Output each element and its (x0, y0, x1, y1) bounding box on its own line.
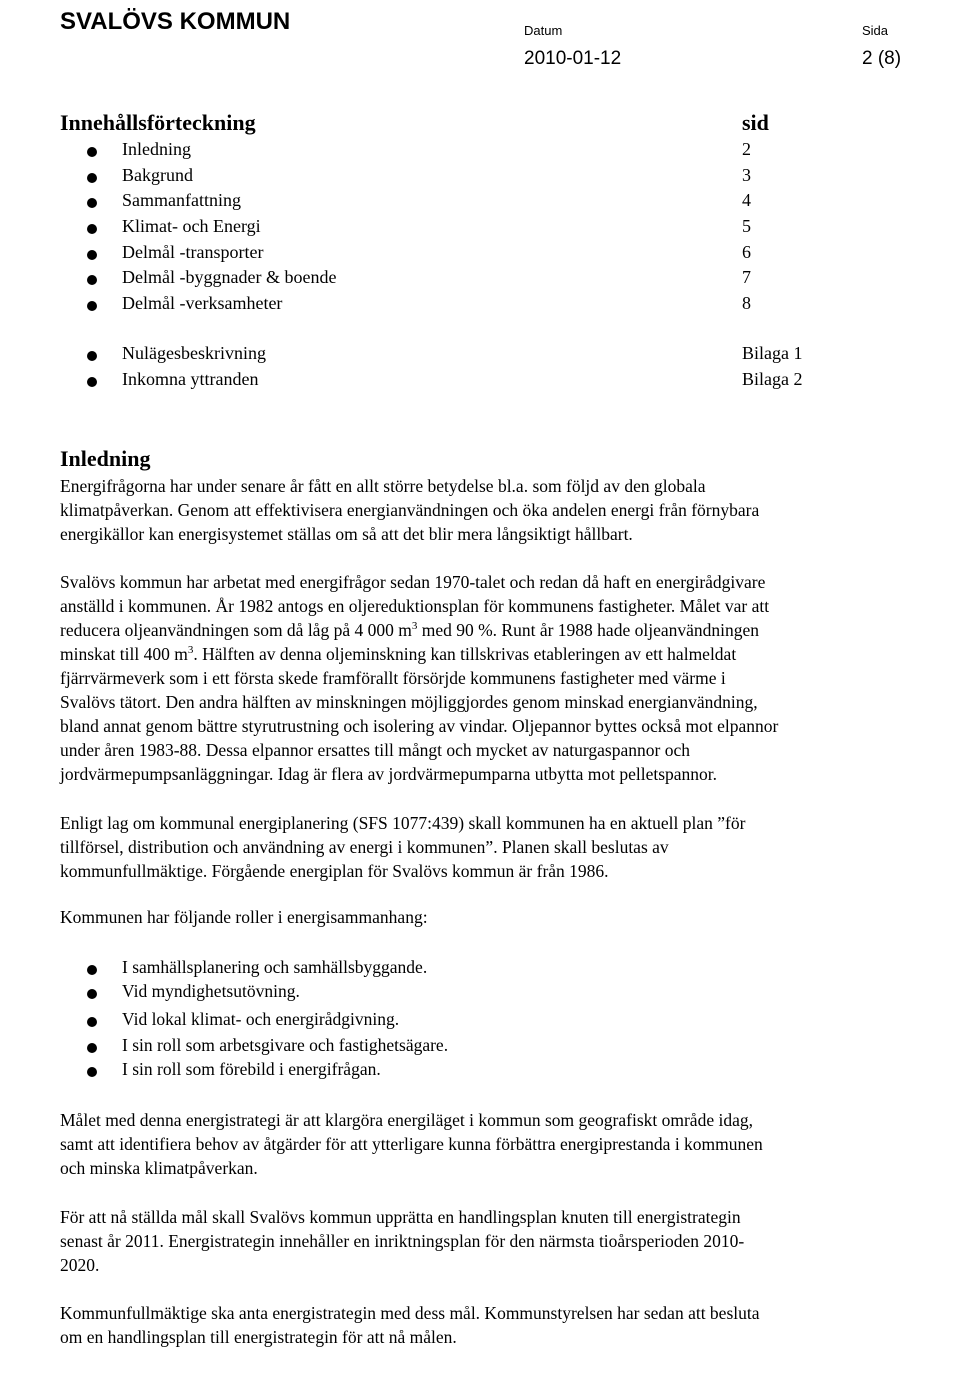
text-segment: . Hälften av denna oljeminskning kan tillskrivas etableringen av ett halmeldat (193, 644, 737, 664)
toc-item-page: 7 (742, 267, 751, 287)
toc-item-page: 8 (742, 293, 751, 313)
text-line (60, 642, 906, 666)
list-item-text: Vid lokal klimat- och energirådgivning. (122, 1009, 400, 1029)
list-item (0, 957, 960, 981)
superscript: 3 (411, 620, 418, 633)
text-line: och minska klimatpåverkan. (60, 1158, 258, 1178)
bullet-icon (87, 989, 97, 999)
text-line: jordvärmepumpsanläggningar. Idag är flera av jordvärmepumparna utbytta mot pelletspannor. (60, 764, 718, 784)
text-segment: minskat till 400 m (60, 644, 188, 664)
list-item (0, 1009, 960, 1033)
bullet-icon (87, 1067, 97, 1077)
text-segment: med 90 %. Runt år 1988 hade oljeanvändningen (417, 620, 759, 640)
text-line: Kommunfullmäktige ska anta energistrategin med dess mål. Kommunstyrelsen har sedan att besluta (60, 1303, 760, 1323)
organization-name: SVALÖVS KOMMUN (60, 8, 291, 35)
toc-item-page: 2 (742, 139, 751, 159)
text-line: Energifrågorna har under senare år fått en allt större betydelse bl.a. som följd av den globala (60, 476, 706, 496)
bullet-icon (87, 1017, 97, 1027)
text-line: Svalövs tätort. Den andra hälften av minskningen möjliggjordes genom minskad energianvändning, (60, 692, 758, 712)
text-line: Svalövs kommun har arbetat med energifrågor sedan 1970-talet och redan då haft en energirådgivare (60, 572, 766, 592)
text-line: kommunfullmäktige. Förgående energiplan för Svalövs kommun är från 1986. (60, 861, 609, 881)
toc-item-page: 6 (742, 242, 751, 262)
superscript: 3 (187, 644, 194, 657)
bullet-icon (87, 301, 97, 311)
toc-item-page: 5 (742, 216, 751, 236)
list-item (0, 1059, 960, 1083)
text-line: klimatpåverkan. Genom att effektivisera energianvändningen och öka andelen energi från förnybara (60, 500, 760, 520)
bullet-icon (87, 173, 97, 183)
list-item-text: I samhällsplanering och samhällsbyggande. (122, 957, 428, 977)
text-line: energikällor kan energisystemet ställas om så att det blir mera långsiktigt hållbart. (60, 524, 633, 544)
list-item-text: Vid myndighetsutövning. (122, 981, 300, 1001)
toc-item-label: Sammanfattning (122, 190, 241, 210)
toc-item (0, 293, 960, 317)
toc-item-label: Nulägesbeskrivning (122, 343, 266, 363)
text-line: under åren 1983-88. Dessa elpannor ersattes till mångt och mycket av naturgaspannor och (60, 740, 690, 760)
toc-item-label: Delmål -transporter (122, 242, 264, 262)
toc-page-column-label: sid (742, 110, 769, 135)
toc-item-page: Bilaga 2 (742, 369, 803, 389)
document-date: 2010-01-12 (524, 48, 622, 69)
bullet-icon (87, 1043, 97, 1053)
bullet-icon (87, 224, 97, 234)
text-line: bland annat genom bättre styrutrustning och isolering av vindar. Oljepannor byttes också mot elpannor (60, 716, 779, 736)
bullet-icon (87, 147, 97, 157)
text-line: senast år 2011. Energistrategin innehåller en inriktningsplan för den närmsta tioårsperioden 2010- (60, 1231, 745, 1251)
text-line: Enligt lag om kommunal energiplanering (SFS 1077:439) skall kommunen ha en aktuell plan ”för (60, 813, 746, 833)
bullet-icon (87, 275, 97, 285)
bullet-icon (87, 965, 97, 975)
list-item (0, 1035, 960, 1059)
bullet-icon (87, 351, 97, 361)
toc-title: Innehållsförteckning (60, 110, 256, 135)
toc-item-page: 4 (742, 190, 751, 210)
toc-item (0, 190, 960, 214)
page-number: 2 (8) (862, 48, 902, 69)
text-line (60, 618, 906, 642)
list-item-text: I sin roll som förebild i energifrågan. (122, 1059, 381, 1079)
toc-item-label: Bakgrund (122, 165, 193, 185)
list-item-text: I sin roll som arbetsgivare och fastighetsägare. (122, 1035, 449, 1055)
date-label: Datum (524, 23, 563, 38)
text-line: om en handlingsplan till energistrategin för att nå målen. (60, 1327, 457, 1347)
text-line: Målet med denna energistrategi är att klargöra energiläget i kommun som geografiskt område idag, (60, 1110, 753, 1130)
page-label: Sida (862, 23, 889, 38)
paragraph-decision (60, 1301, 906, 1349)
paragraph-goal (60, 1108, 906, 1180)
toc-item-page: Bilaga 1 (742, 343, 803, 363)
list-item (0, 981, 960, 1005)
toc-item (0, 369, 960, 393)
text-line: För att nå ställda mål skall Svalövs kommun upprätta en handlingsplan knuten till energistrategin (60, 1207, 741, 1227)
bullet-icon (87, 377, 97, 387)
toc-item-label: Delmål -byggnader & boende (122, 267, 337, 287)
toc-item (0, 343, 960, 367)
toc-item (0, 216, 960, 240)
section-heading: Inledning (60, 446, 151, 471)
text-line: 2020. (60, 1255, 100, 1275)
toc-item (0, 139, 960, 163)
text-line: samt att identifiera behov av åtgärder för att ytterligare kunna förbättra energiprestanda i kommunen (60, 1134, 763, 1154)
toc-item-label: Delmål -verksamheter (122, 293, 283, 313)
toc-item (0, 267, 960, 291)
text-segment: reducera oljeanvändningen som då låg på 4 000 m (60, 620, 412, 640)
paragraph-history (60, 570, 906, 786)
paragraph-plan (60, 1205, 906, 1277)
toc-item-label: Inledning (122, 139, 191, 159)
paragraph-roles-intro (60, 905, 906, 929)
toc-item-page: 3 (742, 165, 751, 185)
text-line: tillförsel, distribution och användning av energi i kommunen”. Planen skall beslutas av (60, 837, 669, 857)
toc-item-label: Inkomna yttranden (122, 369, 259, 389)
toc-item (0, 165, 960, 189)
toc-item (0, 242, 960, 266)
text-line: fjärrvärmeverk som i ett första skede framförallt försörjde kommunens fastigheter med värme i (60, 668, 726, 688)
bullet-icon (87, 250, 97, 260)
paragraph-intro (60, 474, 906, 546)
text-line: Kommunen har följande roller i energisammanhang: (60, 907, 428, 927)
toc-item-label: Klimat- och Energi (122, 216, 261, 236)
bullet-icon (87, 198, 97, 208)
paragraph-law (60, 811, 906, 883)
text-line: anställd i kommunen. År 1982 antogs en oljereduktionsplan för kommunens fastigheter. Målet var att (60, 596, 770, 616)
